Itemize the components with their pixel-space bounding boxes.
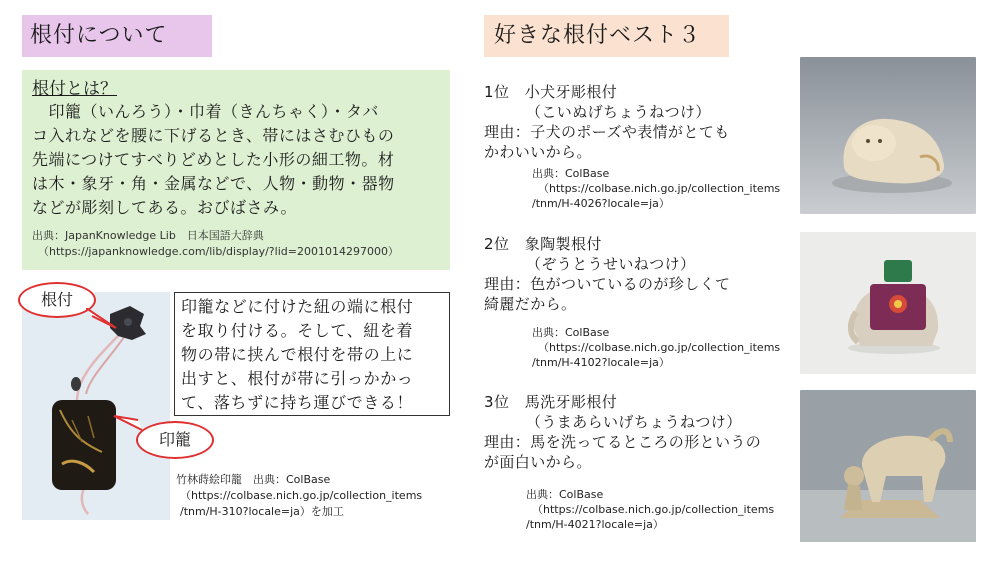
callout-inro-pointer (112, 414, 146, 436)
definition-title: 根付とは？ (32, 79, 117, 99)
image-caption (176, 472, 456, 520)
source-url: /tnm/H-4102?locale=ja） (532, 356, 670, 369)
item-name: 小犬牙彫根付 (524, 83, 618, 101)
section-title-about-netsuke: 根付について (22, 15, 212, 57)
definition-source (32, 228, 440, 260)
definition-box (22, 70, 450, 270)
explanation-line: て、落ちずに持ち運びできる！ (181, 393, 414, 412)
source-label: 出典：ColBase (532, 326, 610, 339)
puppy-netsuke-photo (800, 57, 976, 214)
callout-netsuke-pointer (86, 308, 120, 332)
source-url: /tnm/H-4021?locale=ja） (526, 518, 664, 531)
rank-label: 1位 (484, 83, 510, 101)
reason-line: 理由：色がついているのが珍しくて (484, 275, 731, 293)
definition-line: は木・象牙・角・金属などで、人物・動物・器物 (32, 174, 395, 193)
explanation-box (174, 292, 450, 416)
definition-line: 印籠（いんろう）・巾着（きんちゃく）・タバ (32, 102, 379, 121)
image-caption-url: （https://colbase.nich.go.jp/collection_items (180, 489, 423, 502)
definition-line: 先端につけてすべりどめとした小形の細工物。材 (32, 150, 395, 169)
horse-washing-netsuke-photo (800, 390, 976, 542)
callout-netsuke: 根付 (18, 282, 96, 318)
source-url: （https://colbase.nich.go.jp/collection_items (538, 341, 781, 354)
reason-line: が面白いから。 (484, 453, 592, 471)
section-title-best3: 好きな根付ベスト３ (484, 15, 729, 57)
definition-line: コ入れなどを腰に下げるとき、帯にはさむひもの (32, 126, 395, 145)
reason-line: かわいいから。 (484, 143, 592, 161)
source-url: （https://colbase.nich.go.jp/collection_items (538, 182, 781, 195)
rank-label: 2位 (484, 235, 510, 253)
definition-line: などが彫刻してある。おびばさみ。 (32, 198, 297, 217)
image-caption-url: /tnm/H-310?locale=ja）を加工 (180, 505, 344, 518)
source-url: /tnm/H-4026?locale=ja） (532, 197, 670, 210)
explanation-line: 出すと、根付が帯に引っかかっ (181, 369, 414, 388)
ranking-source-1 (532, 166, 802, 211)
image-caption-line: 竹林蒔絵印籠 出典：ColBase (176, 473, 331, 486)
item-reading: （ぞうとうせいねつけ） (526, 255, 696, 273)
definition-body (32, 100, 440, 220)
ranking-source-3 (526, 487, 796, 532)
explanation-line: 印籠などに付けた紐の端に根付 (181, 297, 414, 316)
ranking-source-2 (532, 325, 802, 370)
source-label: 出典：ColBase (532, 167, 610, 180)
elephant-netsuke-photo (800, 232, 976, 374)
source-label: 出典：ColBase (526, 488, 604, 501)
reason-line: 綺麗だから。 (484, 295, 577, 313)
reason-line: 理由：馬を洗ってるところの形というの (484, 433, 762, 451)
ranking-item-1 (484, 82, 784, 162)
definition-source-line: 出典：JapanKnowledge Lib 日本国語大辞典 (32, 229, 264, 242)
explanation-line: 物の帯に挟んで根付を帯の上に (181, 345, 414, 364)
item-name: 馬洗牙彫根付 (524, 393, 618, 411)
callout-inro: 印籠 (136, 421, 214, 459)
ranking-item-3 (484, 392, 794, 472)
ranking-item-2 (484, 234, 784, 314)
item-reading: （うまあらいげちょうねつけ） (526, 413, 742, 431)
rank-label: 3位 (484, 393, 510, 411)
explanation-line: を取り付ける。そして、紐を着 (181, 321, 414, 340)
item-name: 象陶製根付 (524, 235, 602, 253)
item-reading: （こいぬげちょうねつけ） (526, 103, 711, 121)
definition-source-url: （https://japanknowledge.com/lib/display/?lid=2001014297000） (38, 245, 399, 258)
reason-line: 理由：子犬のポーズや表情がとても (484, 123, 730, 141)
source-url: （https://colbase.nich.go.jp/collection_items (532, 503, 775, 516)
